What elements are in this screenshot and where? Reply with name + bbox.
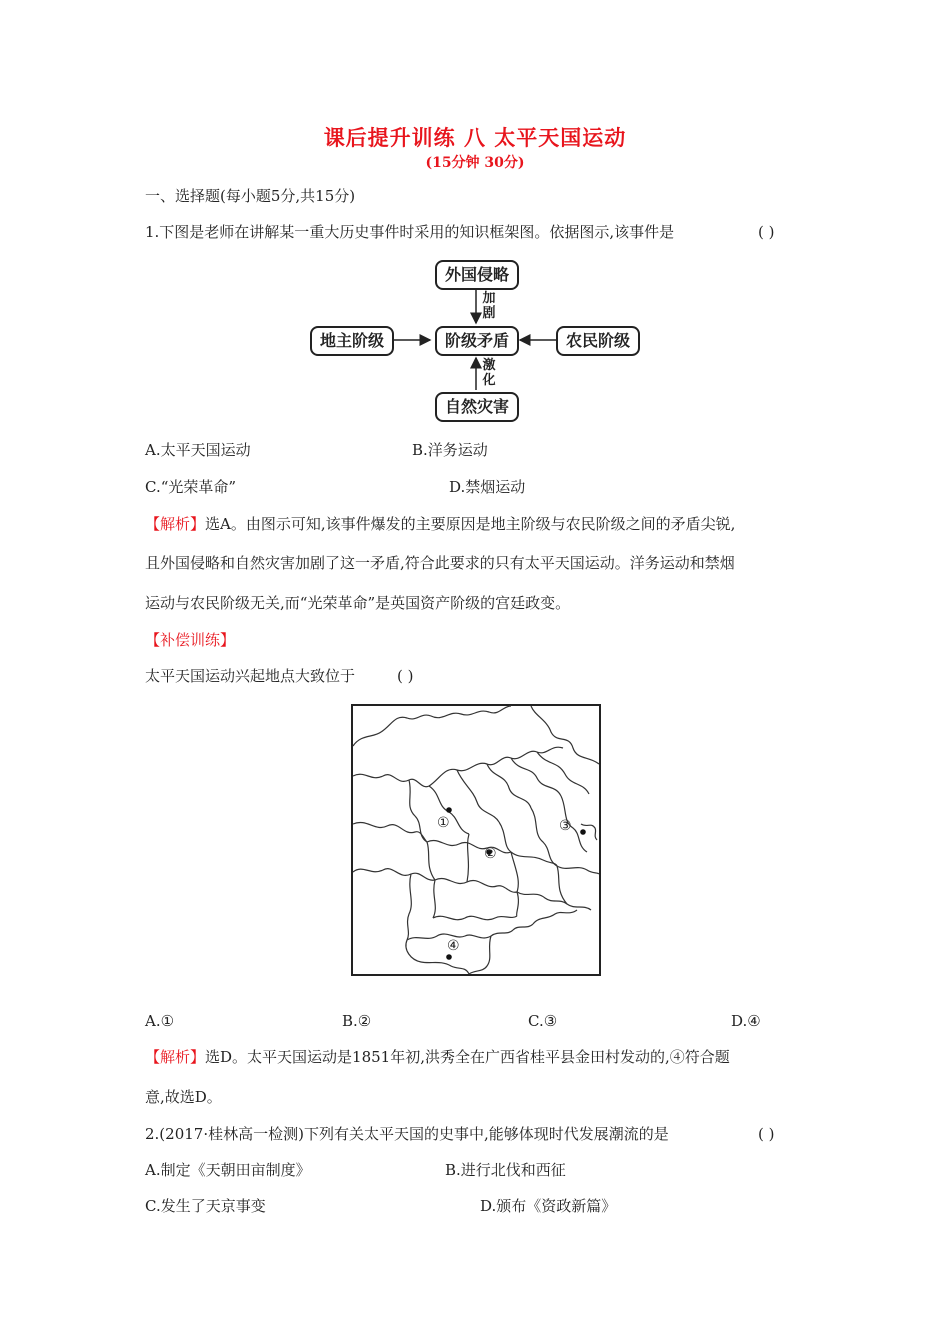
q2-option-d: D.颁布《资政新篇》 <box>480 1197 617 1215</box>
q1-answer-paren: ( ) <box>758 223 775 241</box>
supp-option-b: B.② <box>342 1012 372 1030</box>
diagram-label-intensify: 加剧 <box>482 291 496 321</box>
diagram-box-bottom: 自然灾害 <box>435 392 519 422</box>
supp-option-d: D.④ <box>731 1012 761 1030</box>
map-label-3: ③ <box>559 818 572 834</box>
q2-answer-paren: ( ) <box>758 1125 775 1143</box>
q2-option-a: A.制定《天朝田亩制度》 <box>145 1161 311 1179</box>
q1-option-d: D.禁烟运动 <box>449 478 526 496</box>
map-label-2: ② <box>484 846 497 862</box>
q1-analysis-line-2: 且外国侵略和自然灾害加剧了这一矛盾,符合此要求的只有太平天国运动。洋务运动和禁烟 <box>145 554 735 572</box>
diagram-box-right: 农民阶级 <box>556 326 640 356</box>
q1-option-a: A.太平天国运动 <box>145 441 251 459</box>
section-heading: 一、选择题(每小题5分,共15分) <box>145 187 356 205</box>
supp-option-a: A.① <box>145 1012 175 1030</box>
q1-stem: 1.下图是老师在讲解某一重大历史事件时采用的知识框架图。依据图示,该事件是 <box>145 223 675 241</box>
diagram-box-center: 阶级矛盾 <box>435 326 519 356</box>
supp-stem: 太平天国运动兴起地点大致位于 <box>145 667 356 685</box>
q2-stem: 2.(2017·桂林高一检测)下列有关太平天国的史事中,能够体现时代发展潮流的是 <box>145 1125 669 1143</box>
diagram-box-top: 外国侵略 <box>435 260 519 290</box>
page-subtitle: (15分钟 30分) <box>425 155 525 171</box>
analysis-tag: 【解析】 <box>145 1048 206 1066</box>
map-label-1: ① <box>437 815 450 831</box>
supplementary-tag: 【补偿训练】 <box>145 631 236 649</box>
q2-option-c: C.发生了天京事变 <box>145 1197 266 1215</box>
q2-option-b: B.进行北伐和西征 <box>445 1161 566 1179</box>
q1-option-c: C.“光荣革命” <box>145 478 237 496</box>
supp-analysis-line-2: 意,故选D。 <box>145 1088 222 1106</box>
page-title: 课后提升训练 八 太平天国运动 <box>323 125 627 150</box>
map-label-4: ④ <box>447 938 460 954</box>
q1-analysis-line-1: 【解析】选A。由图示可知,该事件爆发的主要原因是地主阶级与农民阶级之间的矛盾尖锐, <box>145 515 736 533</box>
q1-option-b: B.洋务运动 <box>412 441 488 459</box>
analysis-tag: 【解析】 <box>145 515 206 533</box>
supp-analysis-line-1: 【解析】选D。太平天国运动是1851年初,洪秀全在广西省桂平县金田村发动的,④符合题 <box>145 1048 730 1066</box>
supp-option-c: C.③ <box>528 1012 558 1030</box>
china-provinces-map <box>351 704 601 976</box>
supp-answer-paren: ( ) <box>397 667 414 685</box>
diagram-label-sharpen: 激化 <box>482 358 496 388</box>
q1-analysis-line-3: 运动与农民阶级无关,而“光荣革命”是英国资产阶级的宫廷政变。 <box>145 594 571 612</box>
diagram-box-left: 地主阶级 <box>310 326 394 356</box>
